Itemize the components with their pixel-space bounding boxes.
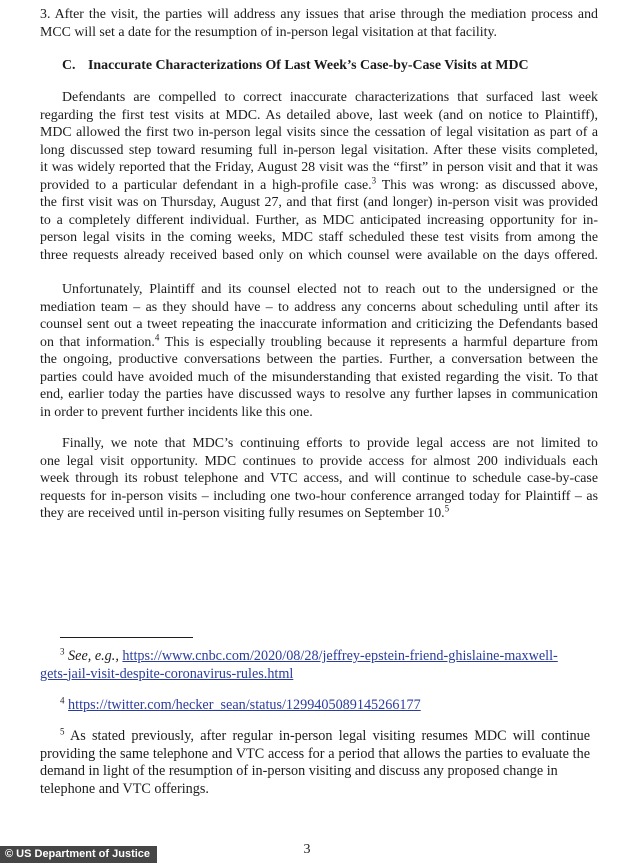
paragraph-line: one legal visit opportunity. MDC continues to provide access for almost 200 individuals each: [40, 453, 598, 469]
paragraph-line: mediation team – as they should have – to address any concerns about scheduling until after its: [40, 299, 598, 315]
footnote-marker: 4: [60, 695, 65, 706]
section-heading-title: Inaccurate Characterizations Of Last Week’s Case-by-Case Visits at MDC: [88, 58, 529, 73]
footnote-line: [40, 728, 590, 746]
paragraph-line-text: they are received until in-person visiting fully resumes on September 10.: [40, 506, 445, 521]
footnote-ref-3: 3: [371, 174, 377, 185]
paragraph-line-text: This was wrong: as discussed above,: [376, 177, 598, 193]
image-credit: © US Department of Justice: [0, 846, 157, 863]
paragraph-line: Unfortunately, Plaintiff and its counsel elected not to reach out to the undersigned or the: [62, 282, 598, 297]
paragraph-3: [40, 435, 598, 523]
footnote-marker: 3: [60, 646, 65, 657]
section-heading-label: C.: [62, 58, 76, 73]
paragraph-line: requests for in-person visits – including one two-hour conference arranged today for Plaintiff – as: [40, 488, 598, 504]
page-number: 3: [303, 842, 311, 857]
footnote-ref-4: 4: [154, 331, 160, 342]
paragraph-line-text: This is especially troubling because it represents a harmful departure from: [159, 334, 598, 350]
footnote-text: As stated previously, after regular in-person legal visiting resumes MDC will continue: [70, 728, 591, 744]
footnote-line: [40, 648, 590, 666]
paragraph-line-text: on that information.: [40, 334, 155, 350]
paragraph-line: [40, 331, 598, 352]
footnote-line: telephone and VTC offerings.: [40, 780, 209, 797]
paragraph-line: parties could have avoided much of the misunderstanding that existed regarding the visit. To that: [40, 369, 598, 385]
paragraph-line: Defendants are compelled to correct inaccurate characterizations that surfaced last week: [62, 90, 598, 105]
paragraph-line: in order to prevent further incidents like this one.: [40, 404, 313, 420]
footnote-3: [40, 648, 590, 683]
paragraph-line: person legal visits in the coming weeks, MDC staff scheduled these test visits from among the: [40, 230, 598, 245]
paragraph-line: three requests already received based only on which counsel were available on the days offered.: [40, 247, 598, 263]
paragraph-line: to a completely different individual. Further, as MDC anticipated increasing opportunity for in-: [40, 212, 598, 228]
paragraph-line: counsel sent out a tweet repeating the inaccurate information and criticizing the Defendants based: [40, 317, 598, 332]
footnote-line: providing the same telephone and VTC access for a period that allows the parties to evaluate the: [40, 745, 590, 762]
paragraph-1: [40, 89, 598, 264]
paragraph-line: long discussed step toward resuming full in-person legal visitation. After these visits completed,: [40, 142, 598, 158]
paragraph-line: the first visit was on Thursday, August 27, and that first (and longer) in-person visit was provided: [40, 195, 598, 210]
footnote-3-link[interactable]: https://www.cnbc.com/2020/08/28/jeffrey-epstein-friend-ghislaine-maxwell-: [122, 648, 558, 664]
footnote-line: demand in light of the resumption of in-person visiting and discuss any proposed change in: [40, 763, 558, 779]
paragraph-line: regarding the first test visits at MDC. As detailed above, last week (and on notice to Plaintiff),: [40, 107, 598, 123]
paragraph-line: week through its robust telephone and VTC access, and will continue to schedule case-by-case: [40, 471, 598, 486]
footnote-ref-5: 5: [444, 503, 450, 514]
list-item-line: MCC will set a date for the resumption of in-person legal visitation at that facility.: [40, 24, 497, 40]
footnote-line: [40, 666, 590, 684]
paragraph-line: [40, 174, 598, 195]
footnote-line: [40, 697, 590, 715]
list-item-3: [40, 6, 598, 41]
footnote-3-link-continued[interactable]: gets-jail-visit-despite-coronavirus-rules.html: [40, 665, 294, 682]
footnote-4: [40, 697, 590, 715]
citation-signal: See, e.g.,: [68, 648, 119, 664]
paragraph-line-text: provided to a particular defendant in a high-profile case.: [40, 177, 372, 193]
footnote-4-link[interactable]: https://twitter.com/hecker_sean/status/1299405089145266177: [68, 697, 421, 713]
paragraph-line: the ongoing, productive conversations between the parties. Further, a conversation between the: [40, 352, 598, 367]
footnote-5: [40, 728, 590, 798]
paragraph-line: it was widely reported that the Friday, August 28 visit was the “first” in person visit and that it was: [40, 160, 598, 175]
paragraph-line: MDC allowed the first two in-person legal visits since the cessation of legal visitation as part of a: [40, 125, 598, 140]
footnote-marker: 5: [60, 726, 65, 737]
list-item-line: 3. After the visit, the parties will address any issues that arise through the mediation process and: [40, 7, 598, 22]
paragraph-2: [40, 281, 598, 421]
section-heading: [40, 57, 598, 75]
paragraph-line: end, earlier today the parties have discussed ways to resolve any further lapses in communication: [40, 387, 598, 402]
footnote-separator: [60, 637, 193, 638]
paragraph-line: [40, 505, 598, 523]
paragraph-line: Finally, we note that MDC’s continuing efforts to provide legal access are not limited to: [62, 436, 598, 451]
